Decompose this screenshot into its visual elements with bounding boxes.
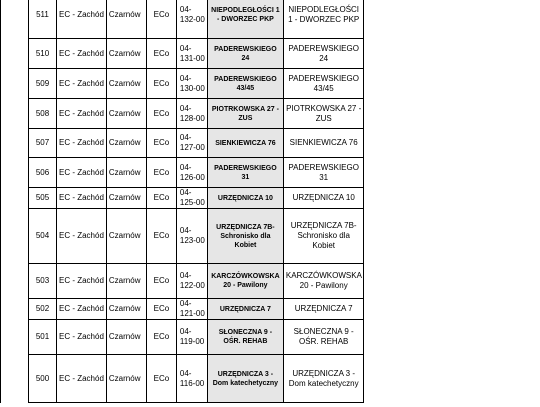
table-row <box>1 39 524 69</box>
code-cell: 04-121-00 <box>176 299 207 320</box>
table-row <box>1 0 524 39</box>
area-cell: EC - Zachód <box>57 99 107 129</box>
area-cell: EC - Zachód <box>57 69 107 99</box>
address-cell: PADEREWSKIEGO 31 <box>207 158 283 188</box>
trailing-cell <box>364 129 524 158</box>
area-cell: EC - Zachód <box>57 320 107 355</box>
area-cell: EC - Zachód <box>57 158 107 188</box>
description-cell: PADEREWSKIEGO 31 <box>283 158 364 188</box>
description-cell: URZĘDNICZA 3 - Dom katechetyczny <box>283 355 364 403</box>
table-row <box>1 69 524 99</box>
row-margin-cell <box>1 158 29 188</box>
row-margin-cell <box>1 129 29 158</box>
code-cell: 04-127-00 <box>176 129 207 158</box>
trailing-cell <box>364 355 524 403</box>
city-cell: Czarnów <box>106 129 146 158</box>
code-cell: 04-119-00 <box>176 320 207 355</box>
row-margin-cell <box>1 264 29 299</box>
row-id-cell: 506 <box>29 158 57 188</box>
description-cell: PIOTRKOWSKA 27 - ZUS <box>283 99 364 129</box>
trailing-cell <box>364 69 524 99</box>
code-cell: 04-122-00 <box>176 264 207 299</box>
address-cell: PADEREWSKIEGO 24 <box>207 39 283 69</box>
address-cell: PADEREWSKIEGO 43/45 <box>207 69 283 99</box>
city-cell: Czarnów <box>106 264 146 299</box>
description-cell: PADEREWSKIEGO 43/45 <box>283 69 364 99</box>
trailing-cell <box>364 39 524 69</box>
row-id-cell: 511 <box>29 0 57 39</box>
table-row <box>1 158 524 188</box>
address-cell: SŁONECZNA 9 - OŚR. REHAB <box>207 320 283 355</box>
city-cell: Czarnów <box>106 320 146 355</box>
address-cell: URZĘDNICZA 10 <box>207 188 283 209</box>
table-row <box>1 320 524 355</box>
type-cell: ECo <box>146 99 176 129</box>
area-cell: EC - Zachód <box>57 209 107 264</box>
row-margin-cell <box>1 69 29 99</box>
city-cell: Czarnów <box>106 299 146 320</box>
table-row <box>1 99 524 129</box>
area-cell: EC - Zachód <box>57 129 107 158</box>
type-cell: ECo <box>146 39 176 69</box>
trailing-cell <box>364 209 524 264</box>
row-id-cell: 504 <box>29 209 57 264</box>
table-row <box>1 188 524 209</box>
description-cell: KARCZÓWKOWSKA 20 - Pawilony <box>283 264 364 299</box>
city-cell: Czarnów <box>106 99 146 129</box>
city-cell: Czarnów <box>106 188 146 209</box>
type-cell: ECo <box>146 188 176 209</box>
type-cell: ECo <box>146 299 176 320</box>
city-cell: Czarnów <box>106 39 146 69</box>
description-cell: NIEPODLEGŁOŚCI 1 - DWORZEC PKP <box>283 0 364 39</box>
code-cell: 04-126-00 <box>176 158 207 188</box>
area-cell: EC - Zachód <box>57 0 107 39</box>
city-cell: Czarnów <box>106 158 146 188</box>
description-cell: SIENKIEWICZA 76 <box>283 129 364 158</box>
city-cell: Czarnów <box>106 355 146 403</box>
description-cell: URZĘDNICZA 10 <box>283 188 364 209</box>
address-cell: KARCZÓWKOWSKA 20 - Pawilony <box>207 264 283 299</box>
area-cell: EC - Zachód <box>57 39 107 69</box>
row-id-cell: 509 <box>29 69 57 99</box>
code-cell: 04-116-00 <box>176 355 207 403</box>
row-id-cell: 507 <box>29 129 57 158</box>
code-cell: 04-123-00 <box>176 209 207 264</box>
row-id-cell: 502 <box>29 299 57 320</box>
table-body <box>1 0 524 403</box>
trailing-cell <box>364 188 524 209</box>
table-row <box>1 299 524 320</box>
row-margin-cell <box>1 188 29 209</box>
row-margin-cell <box>1 0 29 39</box>
row-margin-cell <box>1 299 29 320</box>
type-cell: ECo <box>146 158 176 188</box>
city-cell: Czarnów <box>106 0 146 39</box>
table-row <box>1 129 524 158</box>
table-row <box>1 355 524 403</box>
area-cell: EC - Zachód <box>57 264 107 299</box>
trailing-cell <box>364 158 524 188</box>
code-cell: 04-132-00 <box>176 0 207 39</box>
description-cell: URZĘDNICZA 7B- Schronisko dla Kobiet <box>283 209 364 264</box>
code-cell: 04-128-00 <box>176 99 207 129</box>
row-id-cell: 510 <box>29 39 57 69</box>
address-cell: URZĘDNICZA 7B- Schronisko dla Kobiet <box>207 209 283 264</box>
city-cell: Czarnów <box>106 209 146 264</box>
address-cell: PIOTRKOWSKA 27 - ZUS <box>207 99 283 129</box>
description-cell: URZĘDNICZA 7 <box>283 299 364 320</box>
row-id-cell: 508 <box>29 99 57 129</box>
code-cell: 04-125-00 <box>176 188 207 209</box>
row-margin-cell <box>1 39 29 69</box>
trailing-cell <box>364 320 524 355</box>
row-margin-cell <box>1 99 29 129</box>
row-margin-cell <box>1 320 29 355</box>
description-cell: PADEREWSKIEGO 24 <box>283 39 364 69</box>
area-cell: EC - Zachód <box>57 355 107 403</box>
area-cell: EC - Zachód <box>57 299 107 320</box>
row-id-cell: 503 <box>29 264 57 299</box>
city-cell: Czarnów <box>106 69 146 99</box>
type-cell: ECo <box>146 264 176 299</box>
table-row <box>1 209 524 264</box>
type-cell: ECo <box>146 320 176 355</box>
address-cell: URZĘDNICZA 7 <box>207 299 283 320</box>
type-cell: ECo <box>146 0 176 39</box>
type-cell: ECo <box>146 129 176 158</box>
address-cell: SIENKIEWICZA 76 <box>207 129 283 158</box>
trailing-cell <box>364 0 524 39</box>
row-id-cell: 500 <box>29 355 57 403</box>
area-cell: EC - Zachód <box>57 188 107 209</box>
row-id-cell: 505 <box>29 188 57 209</box>
code-cell: 04-131-00 <box>176 39 207 69</box>
row-margin-cell <box>1 209 29 264</box>
table-row <box>1 264 524 299</box>
row-margin-cell <box>1 355 29 403</box>
type-cell: ECo <box>146 69 176 99</box>
row-id-cell: 501 <box>29 320 57 355</box>
address-cell: URZĘDNICZA 3 - Dom katechetyczny <box>207 355 283 403</box>
trailing-cell <box>364 264 524 299</box>
trailing-cell <box>364 99 524 129</box>
address-cell: NIEPODLEGŁOŚCI 1 - DWORZEC PKP <box>207 0 283 39</box>
type-cell: ECo <box>146 355 176 403</box>
description-cell: SŁONECZNA 9 - OŚR. REHAB <box>283 320 364 355</box>
code-cell: 04-130-00 <box>176 69 207 99</box>
type-cell: ECo <box>146 209 176 264</box>
trailing-cell <box>364 299 524 320</box>
